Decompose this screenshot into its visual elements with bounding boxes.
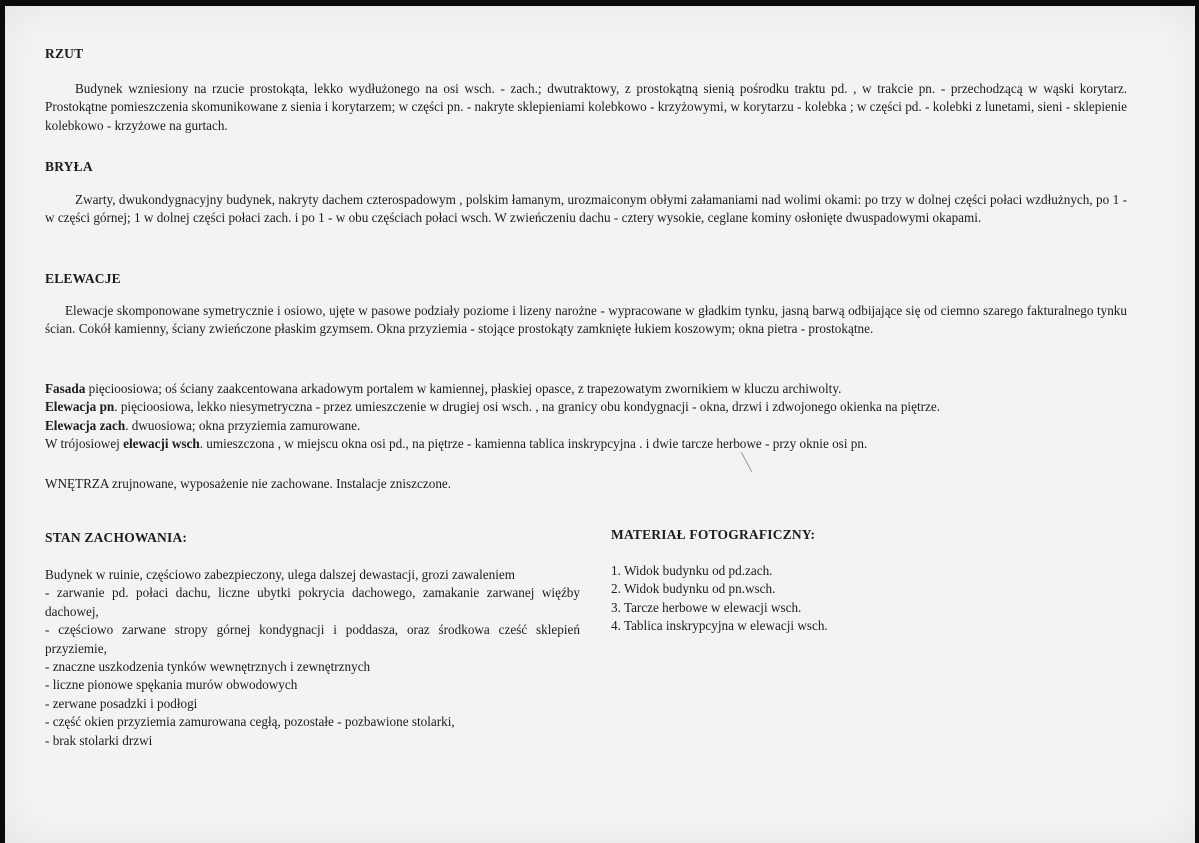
- fasada-line: [45, 380, 1155, 398]
- stan-item: - brak stolarki drzwi: [45, 732, 153, 748]
- elewacja-zach-line: [45, 417, 1155, 435]
- heading-elewacje: ELEWACJE: [45, 271, 121, 286]
- text-elewacje: Elewacje skomponowane symetrycznie i osiowo, ujęte w pasowe podziały poziome i lizeny narożne - wypracowane w gładkim tynku, jasną barwą odbijające się od ciemno szarego fakturalnego tynku ścian. Cokół kamienny, ściany zwieńczone płaskim gzymsem. Okna przyziemia - stojące prostokąty zamknięte łukiem koszowym; okna pietra - prostokątne.: [45, 303, 1127, 337]
- elewacja-zach-label: Elewacja zach: [45, 417, 126, 433]
- elevation-details: [45, 380, 1155, 454]
- paragraph-elewacje: [45, 302, 1127, 339]
- paragraph-rzut: [45, 80, 1127, 135]
- heading-bryla: BRYŁA: [45, 159, 93, 174]
- heading-rzut: RZUT: [45, 46, 84, 61]
- material-item: 2. Widok budynku od pn.wsch.: [611, 581, 776, 597]
- fasada-label: Fasada: [45, 381, 86, 396]
- stan-item: - zerwane posadzki i podłogi: [45, 695, 198, 711]
- stan-intro: Budynek w ruinie, częściowo zabezpieczony, ulega dalszej dewastacji, grozi zawaleniem: [45, 567, 516, 582]
- elewacja-pn-text: . pięcioosiowa, lekko niesymetryczna - przez umieszczenie w drugiej osi wsch. , na granicy obu kondygnacji - okna, drzwi i zdwojonego okienka na piętrze.: [114, 399, 941, 415]
- stan-item: - część okien przyziemia zamurowana cegłą, pozostałe - pozbawione stolarki,: [45, 714, 455, 730]
- elewacja-wsch-label: elewacji wsch: [123, 436, 200, 452]
- stan-item: - zarwanie pd. połaci dachu, liczne ubytki pokrycia dachowego, zamakanie zarwanej więźby dachowej,: [45, 585, 580, 619]
- paragraph-bryla: [45, 191, 1127, 228]
- material-list: [611, 562, 1061, 636]
- material-item: 1. Widok budynku od pd.zach.: [611, 563, 773, 578]
- elewacja-wsch-text: . umieszczona , w miejscu okna osi pd., na piętrze - kamienna tablica inskrypcyjna . i dwie tarcze herbowe - przy oknie osi pn.: [199, 436, 868, 452]
- elewacja-wsch-line: [45, 435, 1155, 453]
- stan-item: - liczne pionowe spękania murów obwodowych: [45, 677, 298, 693]
- paragraph-wnetrza: WNĘTRZA zrujnowane, wyposażenie nie zachowane. Instalacje zniszczone.: [45, 476, 452, 491]
- stan-item: - znaczne uszkodzenia tynków wewnętrznych i zewnętrznych: [45, 659, 371, 675]
- heading-material-fotograficzny: MATERIAŁ FOTOGRAFICZNY:: [611, 527, 816, 542]
- elewacja-pn-line: [45, 398, 1155, 416]
- material-item: 4. Tablica inskrypcyjna w elewacji wsch.: [611, 618, 828, 634]
- text-rzut: Budynek wzniesiony na rzucie prostokąta, lekko wydłużonego na osi wsch. - zach.; dwutraktowy, z prostokątną sienią pośrodku traktu pd. , w trakcie pn. - przechodzącą w wąski korytarz. Prostokątne pomieszczenia skomunikowane z sienia i korytarzem; w części pn. - nakryte sklepieniami kolebkowo - krzyżowymi, w korytarzu - kolebka ; w części pd. - kolebki z lunetami, sieni - sklepienie kolebkowo - krzyżowe na gurtach.: [45, 81, 1127, 133]
- heading-stan-zachowania: STAN ZACHOWANIA:: [45, 530, 188, 545]
- elewacja-wsch-pre: W trójosiowej: [45, 436, 124, 452]
- material-item: 3. Tarcze herbowe w elewacji wsch.: [611, 599, 802, 615]
- stan-item: - częściowo zarwane stropy górnej kondygnacji i poddasza, oraz środkowa cześć sklepień przyziemie,: [45, 622, 580, 656]
- fasada-text: pięcioosiowa; oś ściany zaakcentowana arkadowym portalem w kamiennej, płaskiej opasce, z trapezowatym zwornikiem w kluczu archiwolty.: [85, 381, 842, 396]
- elewacja-pn-label: Elewacja pn: [45, 399, 115, 415]
- stan-zachowania-body: [45, 566, 580, 750]
- elewacja-zach-text: . dwuosiowa; okna przyziemia zamurowane.: [125, 417, 361, 433]
- text-bryla: Zwarty, dwukondygnacyjny budynek, nakryty dachem czterospadowym , polskim łamanym, urozmaiconym obłymi załamaniami nad wolimi okami: po trzy w dolnej części połaci wzdłużnych, po 1 - w części górnej; 1 w dolnej części połaci zach. i po 1 - w obu częściach połaci wsch. W zwieńczeniu dachu - cztery wysokie, ceglane kominy osłonięte dwuspadowymi okapami.: [45, 192, 1127, 226]
